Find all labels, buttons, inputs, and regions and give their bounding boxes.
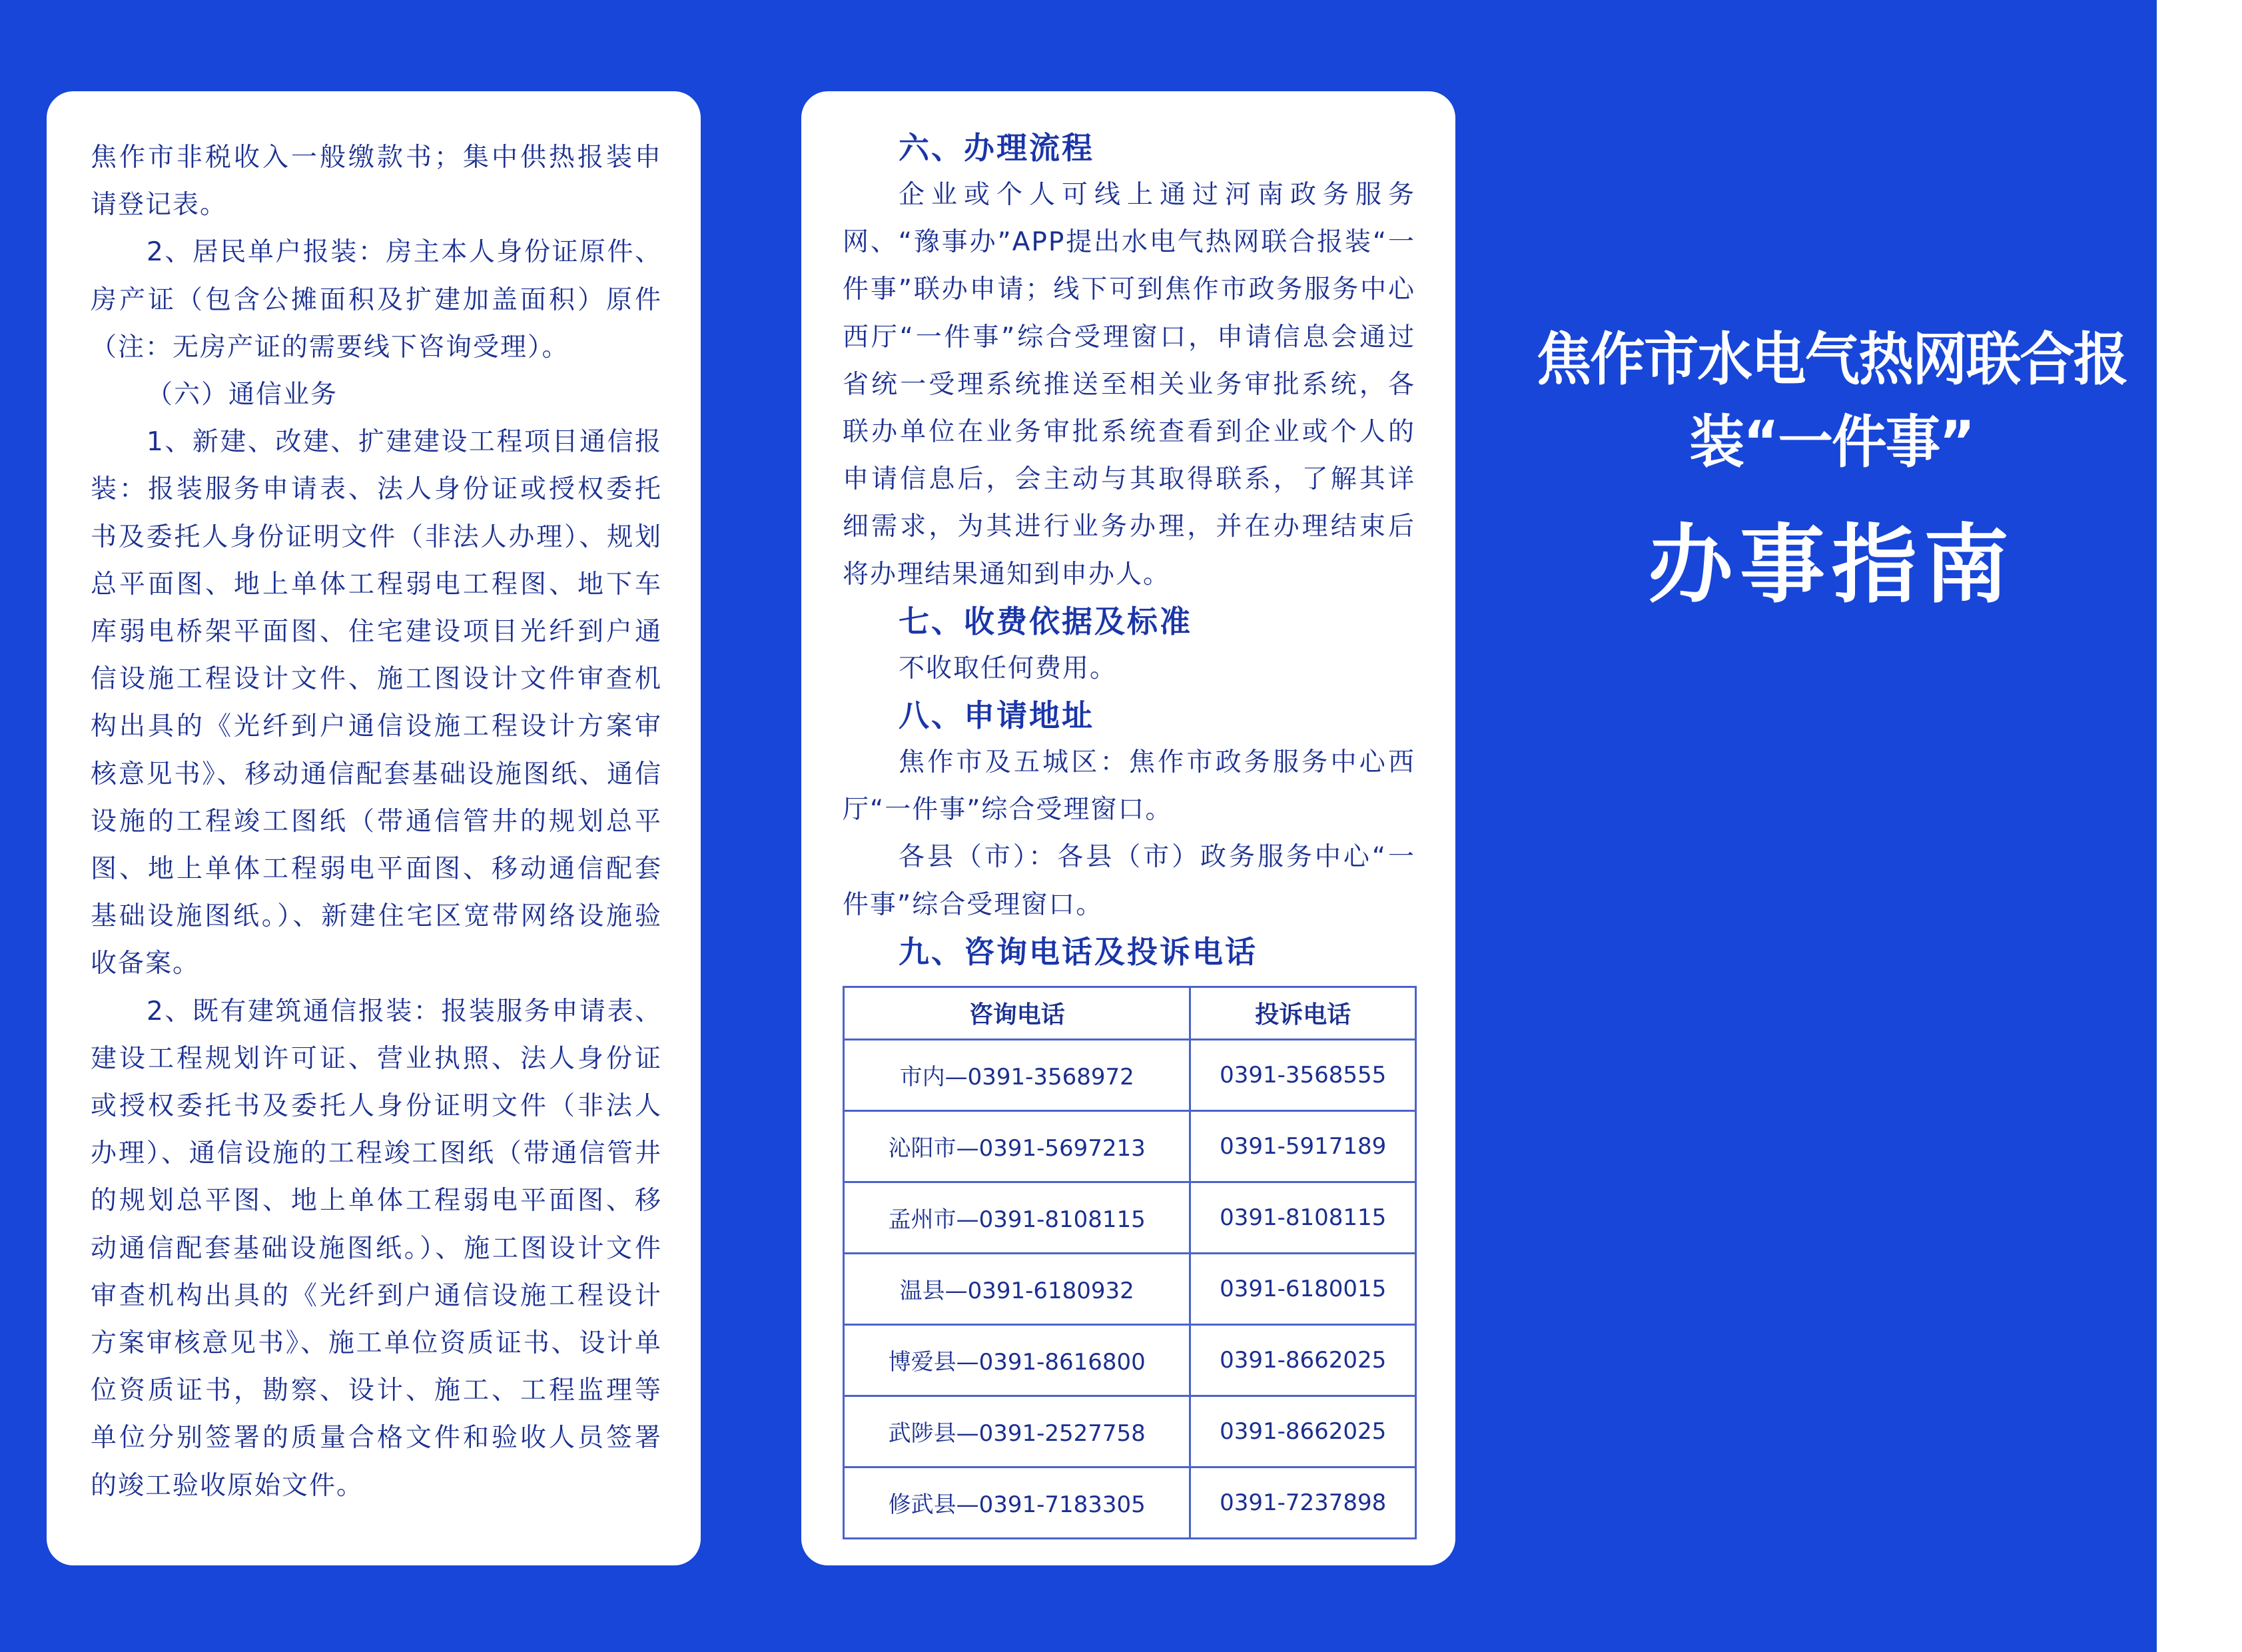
table-header-complaint: 投诉电话 [1190,987,1416,1039]
complaint-phone: 0391-6180015 [1190,1253,1416,1324]
consult-phone: 市内—0391-3568972 [844,1039,1190,1110]
table-row [844,1396,1416,1467]
section-8-heading: 八、申请地址 [899,697,1094,734]
consult-phone: 博爱县—0391-8616800 [844,1324,1190,1396]
complaint-phone: 0391-7237898 [1190,1467,1416,1538]
section-7-heading: 七、收费依据及标准 [899,603,1192,639]
left-paragraph-4: 2、既有建筑通信报装：报装服务申请表、建设工程规划许可证、营业执照、法人身份证或授权委托书及委托人身份证明文件（非法人办理）、通信设施的工程竣工图纸（带通信管井的规划总平图、地上单体工程弱电平面图、移动通信配套基础设施图纸。）、施工图设计文件审查机构出具的《光纤到户通信设施工程设计方案审核意见书》、施工单位资质证书、设计单位资质证书，勘察、设计、施工、工程监理等单位分别签署的质量合格文件和验收人员签署的竣工验收原始文件。 [91,996,662,1501]
section-7-text: 不收取任何费用。 [899,653,1118,683]
section-9-heading: 九、咨询电话及投诉电话 [899,933,1258,970]
table-row [844,1324,1416,1396]
left-paragraph-3: 1、新建、改建、扩建建设工程项目通信报装：报装服务申请表、法人身份证或授权委托书及委托人身份证明文件（非法人办理）、规划总平面图、地上单体工程弱电工程图、地下车库弱电桥架平面图、住宅建设项目光纤到户通信设施工程设计文件、施工图设计文件审查机构出具的《光纤到户通信设施工程设计方案审核意见书》、移动通信配套基础设施图纸、通信设施的工程竣工图纸（带通信管井的规划总平图、地上单体工程弱电平面图、移动通信配套基础设施图纸。）、新建住宅区宽带网络设施验收备案。 [91,427,662,979]
section-6-text: 企业或个人可线上通过河南政务服务网、“豫事办”APP提出水电气热网联合报装“一件事”联办申请；线下可到焦作市政务服务中心西厅“一件事”综合受理窗口，申请信息会通过省统一受理系统推送至相关业务审批系统，各联办单位在业务审批系统查看到企业或个人的申请信息后，会主动与其取得联系，了解其详细需求，为其进行业务办理，并在办理结束后将办理结果通知到申办人。 [843,180,1415,590]
section-6-heading: 六、办理流程 [899,130,1094,166]
complaint-phone: 0391-3568555 [1190,1039,1416,1110]
complaint-phone: 0391-8662025 [1190,1324,1416,1396]
table-row [844,1039,1416,1110]
left-panel [47,91,701,1565]
consult-phone: 武陟县—0391-2527758 [844,1396,1190,1467]
complaint-phone: 0391-8662025 [1190,1396,1416,1467]
table-header-row [844,987,1416,1039]
consult-phone: 沁阳市—0391-5697213 [844,1110,1190,1182]
table-row [844,1253,1416,1324]
complaint-phone: 0391-5917189 [1190,1110,1416,1182]
left-subheading-telecom: （六）通信业务 [147,380,338,410]
section-8-text-2: 各县（市）：各县（市）政务服务中心“一件事”综合受理窗口。 [843,842,1415,920]
consult-phone: 温县—0391-6180932 [844,1253,1190,1324]
cover-subtitle: 办事指南 [1647,516,2016,615]
table-row [844,1110,1416,1182]
consult-phone: 修武县—0391-7183305 [844,1467,1190,1538]
table-row [844,1182,1416,1253]
middle-panel [801,91,1455,1565]
left-paragraph-2: 2、居民单户报装：房主本人身份证原件、房产证（包含公摊面积及扩建加盖面积）原件（注：无房产证的需要线下咨询受理）。 [91,237,662,362]
section-8-text-1: 焦作市及五城区：焦作市政务服务中心西厅“一件事”综合受理窗口。 [843,747,1415,825]
phone-table [843,986,1417,1539]
complaint-phone: 0391-8108115 [1190,1182,1416,1253]
cover-title: 焦作市水电气热网联合报装“一件事” [1536,326,2127,476]
consult-phone: 孟州市—0391-8108115 [844,1182,1190,1253]
side-strip [2157,0,2242,1652]
left-paragraph-1: 焦作市非税收入一般缴款书；集中供热报装申请登记表。 [91,143,662,220]
table-header-consult: 咨询电话 [844,987,1190,1039]
table-row [844,1467,1416,1538]
